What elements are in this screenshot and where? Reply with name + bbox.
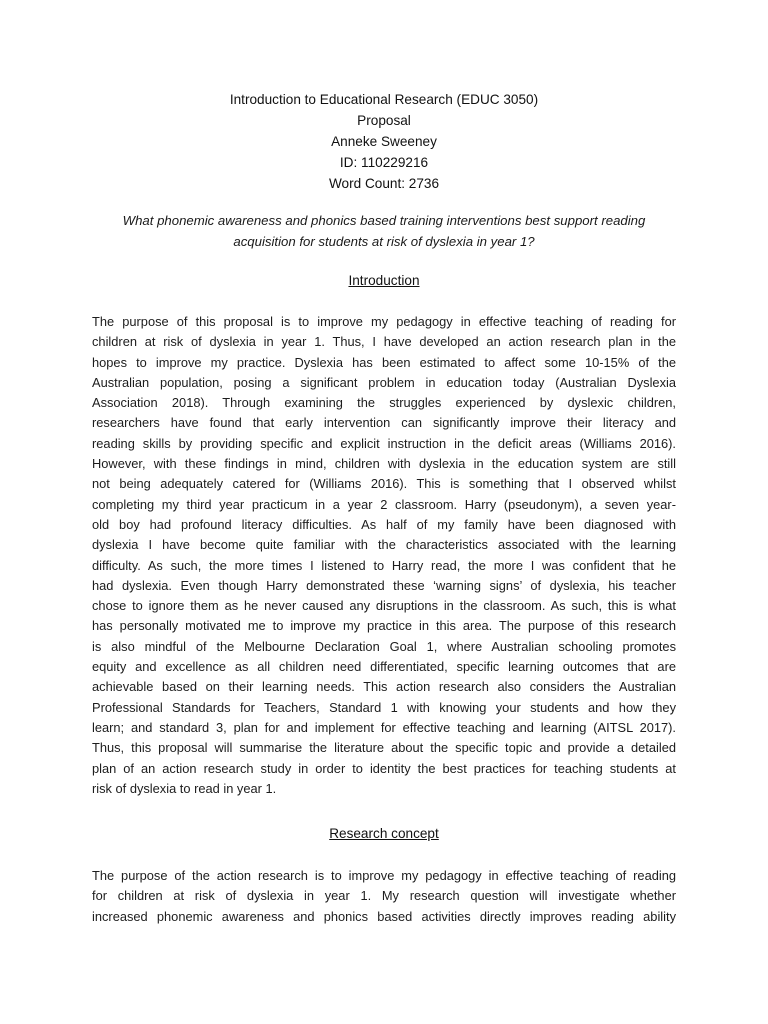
paragraph-line: for children at risk of dyslexia in year 1. My research question will investigate whether xyxy=(92,888,676,904)
author-name: Anneke Sweeney xyxy=(331,134,437,149)
paragraph-line: equity and excellence as all children need differentiated, specific learning outcomes that are xyxy=(92,659,676,675)
title-block xyxy=(0,89,768,194)
word-count: Word Count: 2736 xyxy=(328,176,440,191)
paragraph-line: old boy had profound literacy difficulties. As half of my family have been diagnosed with xyxy=(92,516,676,532)
paragraph-line: researchers have found that early intervention can significantly improve their literacy and xyxy=(92,415,676,431)
research-question-line: acquisition for students at risk of dyslexia in year 1? xyxy=(233,234,535,249)
paragraph-line: children at risk of dyslexia in year 1. Thus, I have developed an action research plan in the xyxy=(92,334,676,350)
paragraph-line: has personally motivated me to improve my practice in this area. The purpose of this research xyxy=(92,618,676,634)
paragraph-line: plan of an action research study in order to identity the best practices for teaching students at xyxy=(92,760,676,776)
paragraph-line: However, with these findings in mind, children with dyslexia in the education system are still xyxy=(92,456,676,472)
paragraph-line: risk of dyslexia to read in year 1. xyxy=(92,780,277,796)
paragraph-line: difficulty. As such, the more times I listened to Harry read, the more I was confident that he xyxy=(92,557,676,573)
paragraph-line: had dyslexia. Even though Harry demonstrated these ‘warning signs’ of dyslexia, his teacher xyxy=(92,577,676,593)
paragraph-line: Australian population, posing a significant problem in education today (Australian Dyslexia xyxy=(92,374,676,390)
paragraph-line: Professional Standards for Teachers, Standard 1 with knowing your students and how they xyxy=(92,699,676,715)
paragraph-line: The purpose of the action research is to improve my pedagogy in effective teaching of reading xyxy=(92,868,676,883)
introduction-heading: Introduction xyxy=(348,273,420,288)
research-question xyxy=(92,210,676,252)
research-concept-heading: Research concept xyxy=(329,826,439,841)
paragraph-line: not being adequately catered for (Williams 2016). This is something that I observed whilst xyxy=(92,476,676,492)
paragraph-line: The purpose of this proposal is to improve my pedagogy in effective teaching of reading for xyxy=(92,314,676,329)
introduction-paragraph xyxy=(92,312,676,799)
paragraph-line: Thus, this proposal will summarise the literature about the specific topic and provide a detailed xyxy=(92,740,676,756)
paragraph-line: hopes to improve my practice. Dyslexia has been estimated to affect some 10-15% of the xyxy=(92,354,676,370)
paragraph-line: learn; and standard 3, plan for and implement for effective teaching and learning (AITSL 2017). xyxy=(92,719,676,735)
paragraph-line: is also mindful of the Melbourne Declaration Goal 1, where Australian schooling promotes xyxy=(92,638,676,654)
student-id: ID: 110229216 xyxy=(339,155,429,170)
paragraph-line: completing my third year practicum in a year 2 classroom. Harry (pseudonym), a seven year- xyxy=(92,496,676,512)
document-type: Proposal xyxy=(357,113,411,128)
course-title: Introduction to Educational Research (EDUC 3050) xyxy=(229,92,539,107)
paragraph-line: reading skills by providing specific and explicit instruction in the deficit areas (Williams 2016). xyxy=(92,435,676,451)
paragraph-line: chose to ignore them as he never caused any disruptions in the classroom. As such, this is what xyxy=(92,598,676,614)
paragraph-line: achievable based on their learning needs. This action research also considers the Australian xyxy=(92,679,676,695)
paragraph-line: Association 2018). Through examining the struggles experienced by dyslexic children, xyxy=(92,395,676,411)
paragraph-line: dyslexia I have become quite familiar with the characteristics associated with the learning xyxy=(92,537,676,553)
research-concept-paragraph xyxy=(92,866,676,927)
research-question-line: What phonemic awareness and phonics based training interventions best support reading xyxy=(122,213,646,228)
paragraph-line: increased phonemic awareness and phonics based activities directly improves reading ability xyxy=(92,908,676,924)
